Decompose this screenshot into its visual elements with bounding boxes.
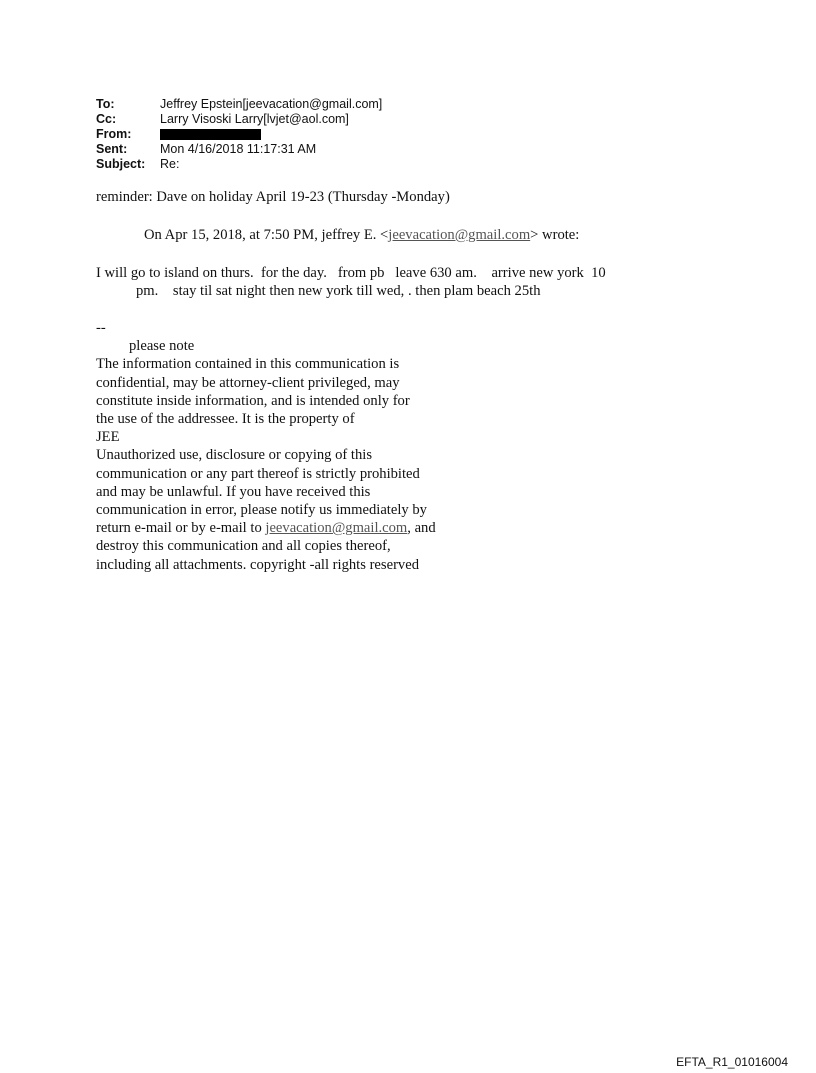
to-label: To:: [96, 97, 115, 111]
disclaimer-line: JEE: [96, 429, 120, 446]
subject-label: Subject:: [96, 157, 146, 171]
quote-intro-post: > wrote:: [530, 227, 580, 243]
disclaimer-line: Unauthorized use, disclosure or copying of this: [96, 447, 373, 464]
email-header: [96, 97, 382, 172]
quote-line-1: I will go to island on thurs. for the day. from pb leave 630 am. arrive new york 10: [96, 265, 606, 281]
disclaimer-email-post: , and: [407, 520, 436, 537]
disclaimer-line: including all attachments. copyright -all rights reserved: [96, 556, 419, 573]
disclaimer-line: communication in error, please notify us immediately by: [96, 502, 427, 519]
disclaimer: [96, 319, 436, 574]
reminder-line: reminder: Dave on holiday April 19-23 (Thursday -Monday): [96, 189, 450, 205]
signature-separator: --: [96, 320, 106, 336]
disclaimer-email-pre: return e-mail or by e-mail to: [96, 520, 266, 537]
document-id: EFTA_R1_01016004: [676, 1055, 788, 1069]
disclaimer-line: and may be unlawful. If you have received this: [96, 483, 371, 500]
please-note: please note: [129, 338, 195, 355]
to-value: Jeffrey Epstein[jeevacation@gmail.com]: [160, 97, 383, 111]
cc-row: [96, 112, 382, 127]
disclaimer-line: constitute inside information, and is intended only for: [96, 392, 410, 409]
disclaimer-line: destroy this communication and all copies thereof,: [96, 538, 391, 555]
disclaimer-email-link[interactable]: jeevacation@gmail.com: [265, 520, 408, 537]
quote-line-2: pm. stay til sat night then new york till wed, . then plam beach 25th: [136, 283, 541, 299]
quote-intro-email-link[interactable]: jeevacation@gmail.com: [388, 227, 531, 243]
sent-value: Mon 4/16/2018 11:17:31 AM: [160, 142, 317, 156]
subject-row: [96, 157, 382, 172]
quote-intro-pre: On Apr 15, 2018, at 7:50 PM, jeffrey E. <: [144, 227, 389, 243]
from-label: From:: [96, 127, 132, 141]
sent-row: [96, 142, 382, 157]
to-row: [96, 97, 382, 112]
disclaimer-line: communication or any part thereof is strictly prohibited: [96, 465, 420, 482]
disclaimer-email-line: [96, 519, 436, 537]
quoted-message: [96, 264, 606, 300]
disclaimer-line: The information contained in this communication is: [96, 356, 400, 373]
cc-value: Larry Visoski Larry[lvjet@aol.com]: [160, 112, 349, 126]
disclaimer-line: confidential, may be attorney-client privileged, may: [96, 374, 400, 391]
disclaimer-line: the use of the addressee. It is the property of: [96, 411, 355, 428]
quote-intro: [144, 227, 579, 244]
redaction-bar: [160, 129, 261, 140]
subject-value: Re:: [160, 157, 180, 171]
cc-label: Cc:: [96, 112, 117, 126]
sent-label: Sent:: [96, 142, 128, 156]
from-row: [96, 127, 382, 142]
